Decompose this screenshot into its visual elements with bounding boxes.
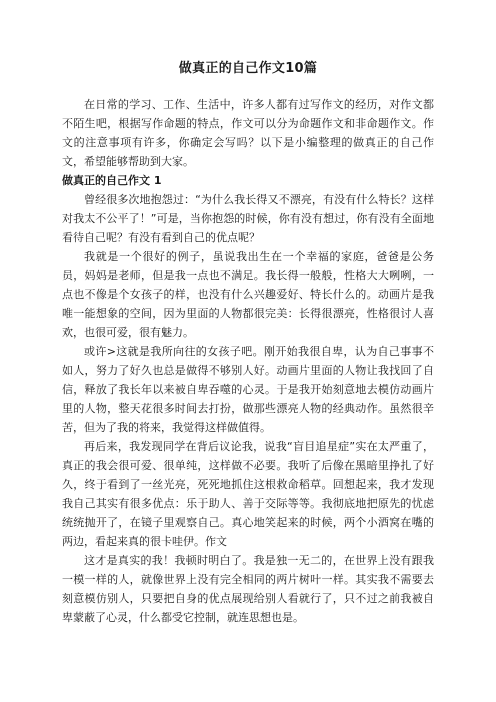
document-body [62, 95, 434, 627]
intro-paragraph: 在日常的学习、工作、生活中，许多人都有过写作文的经历，对作文都不陌生吧，根据写作命题的特点，作文可以分为命题作文和非命题作文。作文的注意事项有许多，你确定会写吗？以下是小编整理的做真正的自己作文，希望能够帮助到大家。 [62, 98, 434, 168]
section-heading: 做真正的自己作文 1 [62, 174, 162, 187]
body-paragraph: 我就是一个很好的例子，虽说我出生在一个幸福的家庭，爸爸是公务员，妈妈是老师，但是我一点也不满足。我长得一般般，性格大大咧咧，一点也不像是个女孩子的样，也没有什么兴趣爱好、特长什么的。动画片是我唯一能想象的空间，因为里面的人物都很完美：长得很漂亮，性格很讨人喜欢，也很可爱，很有魅力。 [62, 250, 434, 339]
body-paragraph: 这才是真实的我！我顿时明白了。我是独一无二的，在世界上没有跟我一模一样的人，就像世界上没有完全相同的两片树叶一样。其实我不需要去刻意模仿别人，只要把自身的优点展现给别人看就行了，只不过之前我被自卑蒙蔽了心灵，什么都受它控制，就连思想也是。 [62, 554, 434, 624]
body-paragraph: 或许>这就是我所向往的女孩子吧。刚开始我很自卑，认为自己事事不如人，努力了好久也总是做得不够别人好。动画片里面的人物让我找回了自信，释放了我长年以来被自卑吞噬的心灵。于是我开始刻意地去模仿动画片里的人物，整天花很多时间去打扮，做那些漂亮人物的经典动作。虽然很辛苦，但为了我的将来，我觉得这样做值得。 [62, 345, 434, 434]
body-paragraph: 再后来，我发现同学在背后议论我，说我“盲目追星症”实在太严重了，真正的我会很可爱、很单纯，这样做不必要。我听了后像在黑暗里挣扎了好久，终于看到了一丝光亮，死死地抓住这根救命稻草。回想起来，我才发现我自己其实有很多优点：乐于助人、善于交际等等。我彻底地把原先的忧虑统统抛开了，在镜子里观察自己。真心地笑起来的时候，两个小酒窝在嘴的两边，看起来真的很卡哇伊。作文 [62, 440, 434, 548]
body-paragraph: 曾经很多次地抱怨过：“为什么我长得又不漂亮，有没有什么特长？这样对我太不公平了！”可是，当你抱怨的时候，你有没有想过，你有没有全面地看待自己呢？有没有看到自己的优点呢？ [62, 193, 434, 244]
document-title: 做真正的自己作文10篇 [178, 61, 318, 76]
